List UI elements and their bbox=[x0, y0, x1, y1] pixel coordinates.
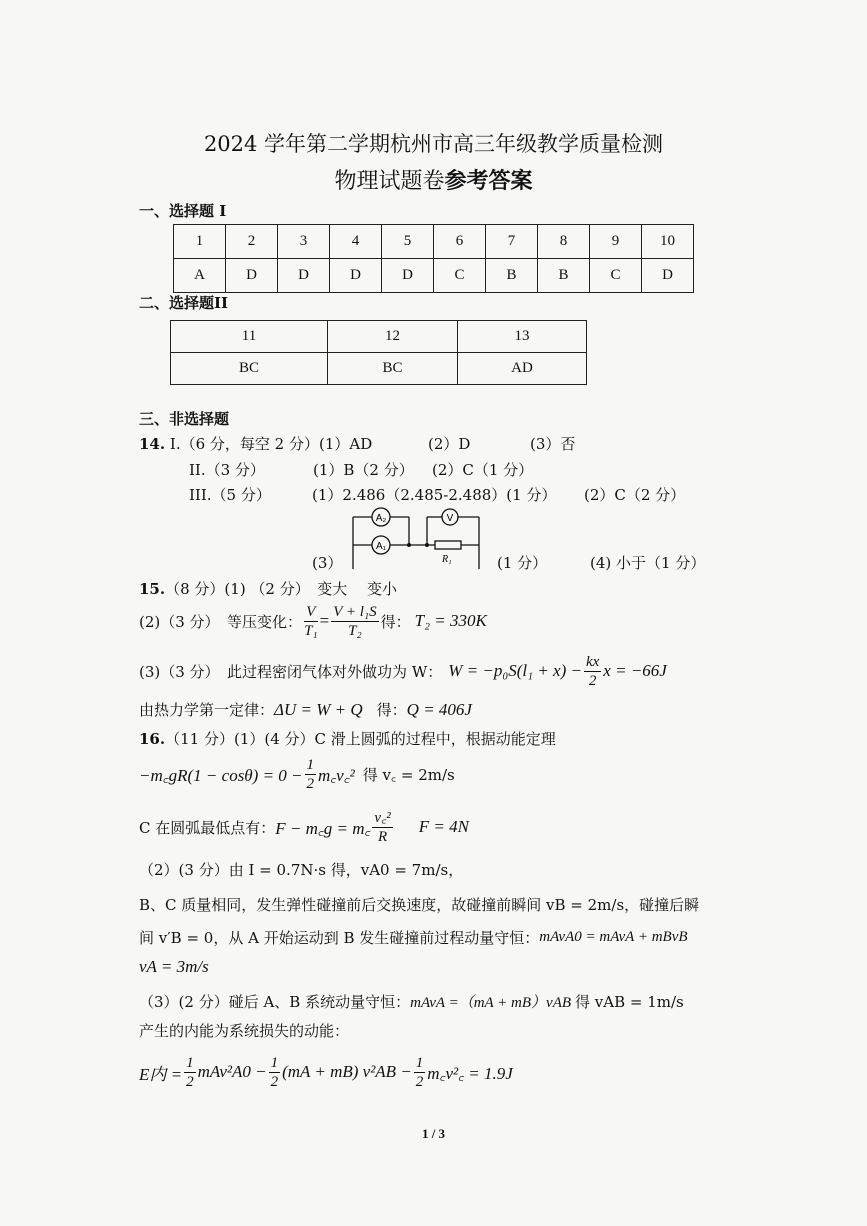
answer-table-2 bbox=[170, 320, 587, 385]
table-row bbox=[174, 225, 694, 259]
table-cell: 1 bbox=[174, 225, 226, 259]
q15-line3 bbox=[139, 649, 667, 693]
q16-l10a: E内 = bbox=[139, 1064, 183, 1084]
q15-l4c: 得： bbox=[376, 701, 407, 719]
table-cell: AD bbox=[458, 353, 587, 385]
q15-l4b: ΔU = W + Q bbox=[274, 699, 363, 719]
table-cell: 11 bbox=[171, 321, 328, 353]
q14-l3a: III.（5 分） bbox=[189, 486, 271, 504]
fraction: $\frac{1}{2}$ bbox=[415, 1054, 424, 1090]
q16-line6 bbox=[139, 927, 688, 948]
q16-l3c: F = 4N bbox=[418, 817, 469, 836]
q14-l2b: (1）B（2 分） bbox=[313, 461, 414, 479]
q15-l3b: W = −p₀S(l₁ + x) − bbox=[448, 661, 582, 680]
q16-line2 bbox=[139, 752, 455, 796]
fraction: $\frac{V}{\text{T₁}}$ bbox=[304, 603, 318, 639]
page-number: 1 / 3 bbox=[421, 1126, 446, 1141]
q14-l3c: (2）C（2 分） bbox=[584, 486, 686, 504]
q16-l10b: mAv²A0 − bbox=[197, 1062, 267, 1081]
q14-l1b: (2）D bbox=[428, 435, 471, 453]
q15-l4a: 由热力学第一定律： bbox=[139, 701, 275, 719]
q16-line8 bbox=[139, 991, 684, 1012]
q15-l4d: Q = 406J bbox=[406, 699, 472, 719]
fraction: $\frac{kx}{2}$ bbox=[585, 653, 600, 689]
section2-heading: 二、选择题II bbox=[139, 294, 229, 312]
q16-l5: B、C 质量相同，发生弹性碰撞前后交换速度，故碰撞前瞬间 vB = 2m/s，碰撞后瞬 bbox=[139, 896, 700, 914]
q16-line1 bbox=[139, 728, 556, 749]
subtitle-bold: 参考答案 bbox=[444, 168, 533, 194]
resistor-r1-label: R₁ bbox=[442, 554, 452, 565]
q15-number: 15. bbox=[139, 580, 166, 598]
subtitle-normal: 物理试题卷 bbox=[334, 169, 445, 194]
table-cell: 4 bbox=[330, 225, 382, 259]
table-cell: D bbox=[278, 259, 330, 293]
q14-l2c: (2）C（1 分） bbox=[432, 461, 534, 479]
table-cell: 2 bbox=[226, 225, 278, 259]
circuit-diagram bbox=[345, 505, 485, 569]
table-cell: B bbox=[538, 259, 590, 293]
q16-l3b: F − m꜀g = m꜀ bbox=[275, 818, 371, 838]
q16-l6a: 间 v′B = 0，从 A 开始运动到 B 发生碰撞前过程动量守恒： bbox=[139, 929, 540, 947]
q15-l2c: T₂ = 330K bbox=[414, 611, 487, 630]
q16-l9: 产生的内能为系统损失的动能： bbox=[139, 1022, 350, 1040]
table-cell: C bbox=[590, 259, 642, 293]
q16-line3 bbox=[139, 803, 469, 851]
table-cell: 12 bbox=[328, 321, 458, 353]
q16-l8c: 得 vAB = 1m/s bbox=[575, 993, 684, 1011]
table-cell: 3 bbox=[278, 225, 330, 259]
section3-heading: 三、非选择题 bbox=[139, 410, 230, 428]
q14-l1c: (3）否 bbox=[530, 435, 576, 453]
q16-l10c: (mA + mB) v²AB − bbox=[282, 1062, 412, 1081]
table-cell: D bbox=[642, 259, 694, 293]
q16-l3a: C 在圆弧最低点有： bbox=[139, 818, 276, 837]
q14-l4b: (1 分） bbox=[497, 554, 548, 572]
q16-l1: （11 分）(1）(4 分）C 滑上圆弧的过程中，根据动能定理 bbox=[165, 730, 556, 748]
q14-l2a: II.（3 分） bbox=[189, 461, 265, 479]
table-cell: B bbox=[486, 259, 538, 293]
fraction: $\frac{\text{v꜀²}}{R}$ bbox=[374, 809, 391, 845]
ammeter-a1-label: A₁ bbox=[375, 541, 387, 552]
table-cell: 7 bbox=[486, 225, 538, 259]
q16-l6b: mAvA0 = mAvA + mBvB bbox=[539, 929, 688, 945]
q16-number: 16. bbox=[139, 730, 166, 748]
fraction: $\frac{\text{V + l₁S}}{\text{T₂}}$ bbox=[333, 603, 377, 639]
q15-line1 bbox=[139, 578, 397, 599]
q14-number: 14. bbox=[139, 435, 166, 453]
q16-l8b: mAvA =（mA + mB）vAB bbox=[410, 995, 572, 1011]
q16-line10 bbox=[139, 1048, 513, 1096]
table-cell: A bbox=[174, 259, 226, 293]
q16-l2a: −m꜀gR(1 − cosθ) = 0 − bbox=[139, 765, 303, 785]
q14-l3b: (1）2.486（2.485-2.488）(1 分） bbox=[312, 486, 557, 504]
table-cell: 13 bbox=[458, 321, 587, 353]
table-cell: BC bbox=[171, 353, 328, 385]
q14-l4a: (3） bbox=[312, 554, 343, 572]
q16-l2c: 得 v꜀ = 2m/s bbox=[362, 765, 455, 784]
table-row bbox=[171, 321, 587, 353]
q15-line2: (2)（3 分） 等压变化： $\frac{V}{\text{T₁}}$ = $\frac{\text{V + l₁S}}{\text{T₂}}$ 得： T₂ = 330K bbox=[139, 603, 487, 639]
table-cell: 10 bbox=[642, 225, 694, 259]
q16-l7: vA = 3m/s bbox=[139, 957, 209, 976]
answer-table-1 bbox=[173, 224, 694, 293]
table-cell: D bbox=[382, 259, 434, 293]
q15-l1: （8 分）(1) （2 分） 变大 变小 bbox=[165, 580, 398, 598]
q14-l4c: (4) 小于（1 分） bbox=[590, 554, 706, 572]
fraction: $\frac{1}{2}$ bbox=[306, 756, 315, 792]
section1-heading: 一、选择题 I bbox=[139, 202, 227, 220]
q15-line4 bbox=[139, 699, 472, 720]
ammeter-a2-label: A₂ bbox=[375, 513, 387, 524]
voltmeter-label: V bbox=[446, 513, 454, 524]
q15-l3c: x = −66J bbox=[603, 661, 667, 680]
page-title: 2024 学年第二学期杭州市高三年级教学质量检测 bbox=[203, 132, 664, 156]
q14-line1 bbox=[139, 433, 372, 454]
table-cell: BC bbox=[328, 353, 458, 385]
fraction: $\frac{1}{2}$ bbox=[186, 1054, 194, 1090]
q15-l3a: (3)（3 分） 此过程密闭气体对外做功为 W： bbox=[139, 662, 443, 681]
table-cell: 9 bbox=[590, 225, 642, 259]
q16-l2b: m꜀v꜀² bbox=[318, 765, 355, 785]
table-row bbox=[171, 353, 587, 385]
q16-l10d: m꜀v²꜀ = 1.9J bbox=[427, 1063, 513, 1083]
table-row bbox=[174, 259, 694, 293]
q16-l8a: （3）(2 分）碰后 A、B 系统动量守恒： bbox=[139, 993, 411, 1011]
q16-l4: （2）(3 分）由 I = 0.7N·s 得，vA0 = 7m/s， bbox=[139, 861, 464, 879]
table-cell: 8 bbox=[538, 225, 590, 259]
q15-l2a: (2)（3 分） 等压变化： bbox=[139, 612, 303, 631]
table-cell: D bbox=[226, 259, 278, 293]
table-cell: C bbox=[434, 259, 486, 293]
table-cell: 6 bbox=[434, 225, 486, 259]
q14-l1a: I.（6 分，每空 2 分）(1）AD bbox=[169, 435, 373, 453]
fraction: $\frac{1}{2}$ bbox=[270, 1054, 279, 1090]
table-cell: 5 bbox=[382, 225, 434, 259]
page-subtitle bbox=[0, 164, 867, 195]
q15-l2b: 得： bbox=[380, 612, 411, 631]
table-cell: D bbox=[330, 259, 382, 293]
